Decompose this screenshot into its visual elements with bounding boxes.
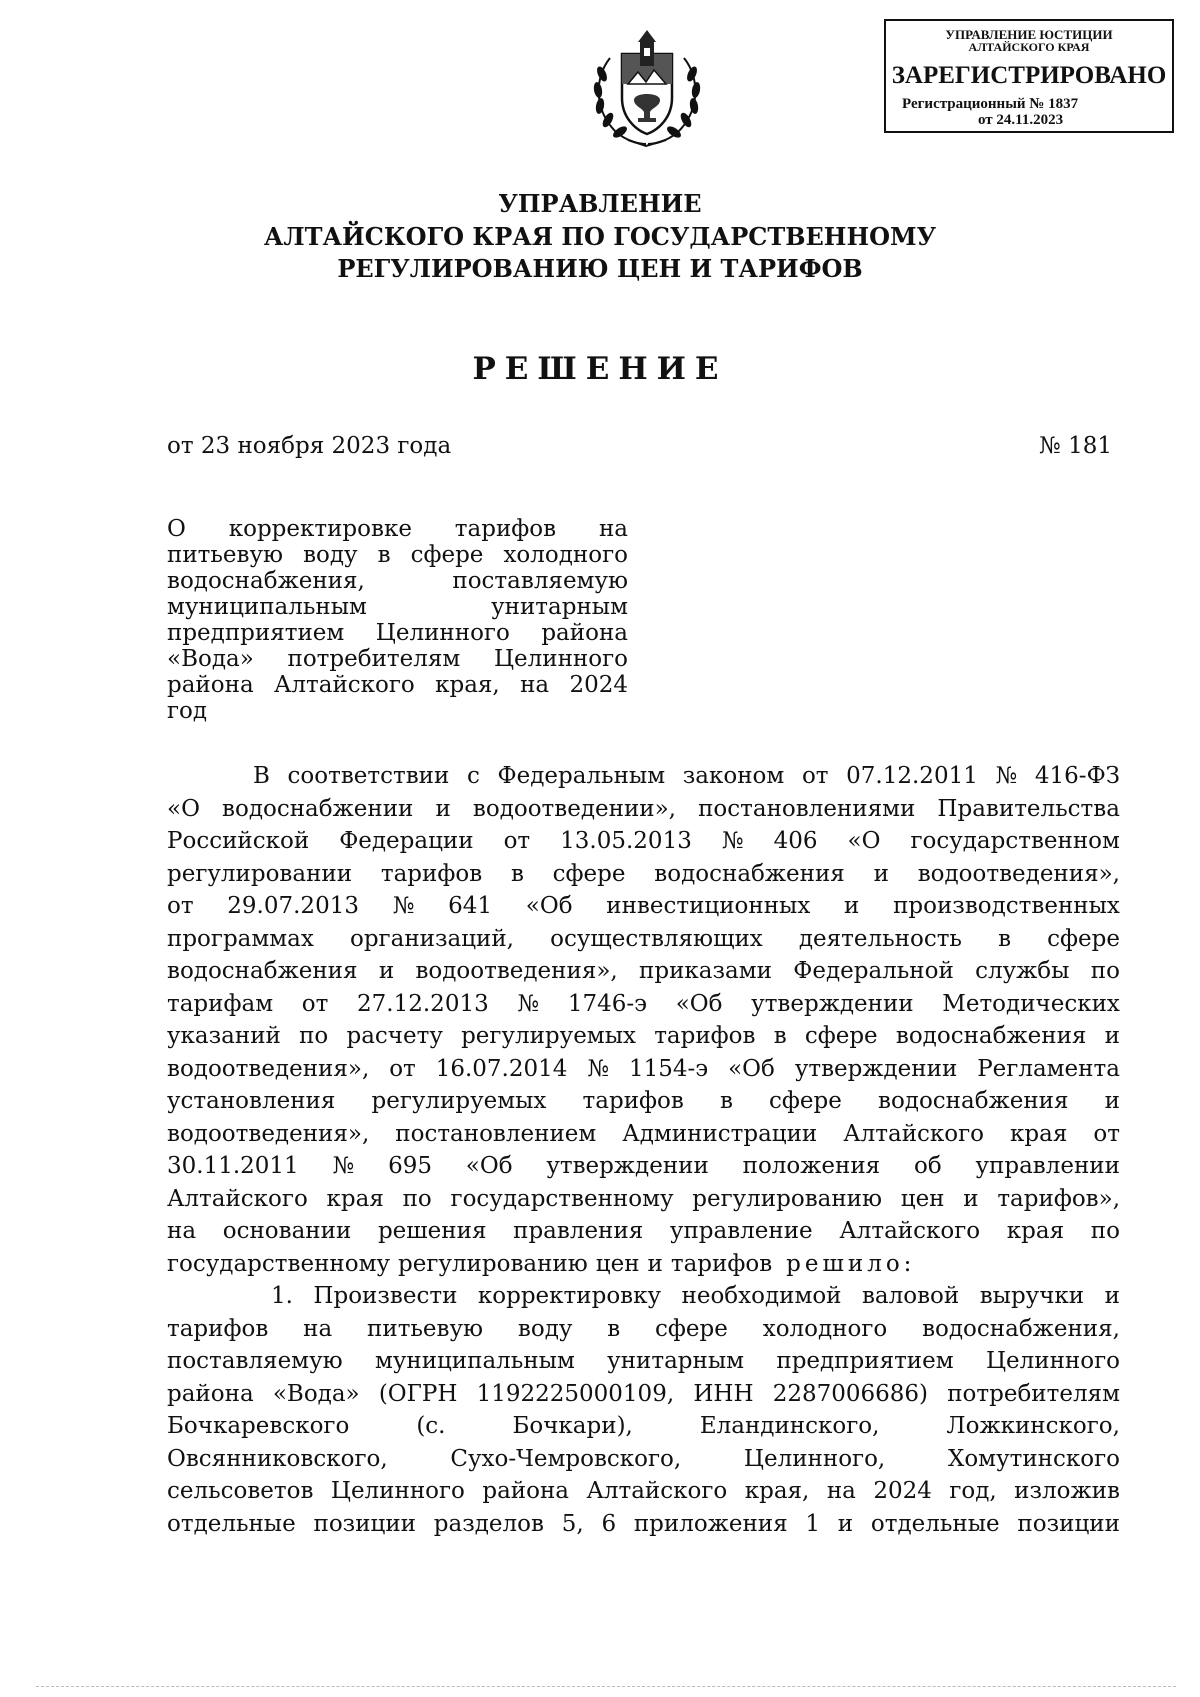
word: Ложкинского, — [946, 1413, 1120, 1439]
word: Регламента — [977, 1055, 1120, 1082]
word: организаций, — [349, 925, 514, 952]
body-line — [167, 1475, 1120, 1508]
body-line — [167, 923, 1120, 956]
word: питьевую — [367, 1315, 484, 1342]
word: решения — [377, 1218, 487, 1244]
body-line — [167, 1378, 1120, 1411]
word: 2287006686) — [772, 1380, 929, 1407]
word: от — [389, 1055, 416, 1082]
stamp-status: ЗАРЕГИСТРИРОВАНО — [891, 62, 1167, 89]
word: на — [826, 1478, 856, 1504]
word: Федеральной — [793, 958, 954, 984]
word: водоснабжения — [654, 860, 845, 887]
word: 406 — [773, 828, 818, 854]
body-line — [167, 955, 1120, 988]
document-subject — [167, 516, 628, 724]
word: и — [435, 795, 451, 822]
word: «Об — [465, 1153, 513, 1179]
word: Администрации — [622, 1120, 818, 1147]
word: «Вода» — [167, 646, 254, 672]
word: сфере — [552, 860, 626, 887]
word: цен — [595, 1250, 640, 1277]
word: и — [647, 1250, 663, 1277]
word: регулированию — [398, 1250, 588, 1277]
word: холодного — [503, 542, 628, 568]
organization-line-2: АЛТАЙСКОГО КРАЯ ПО ГОСУДАРСТВЕННОМУ — [263, 222, 937, 251]
body-line — [167, 1345, 1120, 1378]
word: 2024 — [873, 1478, 932, 1504]
word: «Об — [675, 990, 723, 1017]
word: № — [587, 1055, 610, 1082]
word: водоотведения», — [917, 860, 1120, 887]
subject-line — [167, 594, 628, 620]
word: Правительства — [937, 795, 1120, 822]
body-line — [167, 1443, 1120, 1476]
word: Еландинского, — [699, 1413, 880, 1439]
word: программах — [167, 925, 314, 952]
word: района — [541, 620, 628, 646]
word: Целинного — [493, 646, 628, 672]
body-line — [167, 793, 1120, 826]
word: Бочкаревского — [167, 1413, 350, 1439]
word: ИНН — [693, 1380, 754, 1407]
word: и — [837, 1510, 854, 1537]
word: холодного — [762, 1315, 888, 1342]
word: в — [773, 1023, 787, 1049]
document-number: № 181 — [1039, 433, 1112, 459]
word: Овсянниковского, — [167, 1445, 388, 1472]
word: необходимой — [681, 1283, 842, 1309]
word: Хомутинского — [947, 1445, 1120, 1472]
word: Бочкари), — [512, 1413, 633, 1439]
word: Сухо-Чемровского, — [450, 1445, 682, 1472]
document-title: РЕШЕНИЕ — [472, 351, 728, 387]
word: тарифов — [654, 1023, 756, 1049]
word: управлении — [975, 1153, 1120, 1179]
word: водоотведения», — [415, 958, 618, 984]
word: установления — [167, 1088, 336, 1114]
word: Федерации — [339, 828, 474, 854]
word: службы — [975, 958, 1070, 984]
word: унитарным — [607, 1348, 745, 1374]
word: тарифов», — [997, 1185, 1120, 1212]
word: инвестиционных — [606, 893, 811, 919]
word: год — [167, 698, 208, 724]
word: сфере — [410, 542, 484, 568]
word: 1192225000109, — [476, 1380, 675, 1407]
word: Целинного — [375, 620, 510, 646]
subject-line — [167, 672, 628, 698]
word: поставляемую — [452, 568, 628, 594]
word: в — [510, 860, 524, 887]
stamp-reg-number: Регистрационный № 1837 — [902, 96, 1079, 112]
word: соответствии — [287, 763, 450, 789]
word: 27.12.2013 — [357, 990, 489, 1017]
word: Целинного — [330, 1478, 465, 1504]
word: с — [467, 763, 480, 789]
word: Алтайского — [586, 1478, 728, 1504]
body-line — [167, 1085, 1120, 1118]
word: 07.12.2011 — [846, 763, 978, 789]
word: постановлением — [395, 1120, 597, 1147]
word: год, — [949, 1478, 997, 1504]
word: тарифов — [380, 860, 483, 887]
word: регулированию — [692, 1185, 883, 1212]
word: регулируемых — [371, 1088, 547, 1114]
word: отдельные — [870, 1510, 1000, 1537]
word: Методических — [942, 990, 1120, 1017]
subject-line — [167, 568, 628, 594]
word: от — [1093, 1120, 1120, 1147]
word: предприятием — [167, 620, 345, 646]
word: района — [167, 672, 254, 698]
word: расчету — [346, 1023, 443, 1049]
organization-line-3: РЕГУЛИРОВАНИЮ ЦЕН И ТАРИФОВ — [337, 254, 863, 283]
word: осуществляющих — [550, 925, 763, 952]
word: предприятием — [776, 1348, 954, 1374]
word: «О — [847, 828, 881, 854]
word: валовой — [861, 1283, 960, 1309]
document-body — [167, 760, 1120, 1540]
word: по — [299, 1023, 329, 1049]
word: регулируемых — [461, 1023, 636, 1049]
word: сфере — [655, 1315, 728, 1342]
body-line — [167, 1280, 1120, 1313]
word: края, — [744, 1478, 810, 1504]
word: 695 — [388, 1153, 432, 1179]
body-line — [167, 1248, 1120, 1281]
body-line — [167, 988, 1120, 1021]
word: основании — [222, 1218, 352, 1244]
word: водоотведения», — [167, 1120, 370, 1147]
word: постановлениями — [698, 795, 916, 822]
word: позиции — [1017, 1510, 1120, 1537]
word: края, — [435, 672, 500, 698]
word: края — [1010, 1120, 1068, 1147]
stamp-line-1: УПРАВЛЕНИЕ ЮСТИЦИИ — [945, 27, 1113, 42]
word: района — [167, 1380, 254, 1407]
word: Алтайского — [843, 1120, 985, 1147]
word: Алтайского — [273, 672, 415, 698]
word: государственному — [450, 1185, 674, 1212]
word: № — [721, 828, 744, 854]
word: об — [913, 1153, 942, 1179]
word: унитарным — [491, 594, 628, 620]
word: Целинного, — [743, 1445, 886, 1472]
word: по — [1090, 958, 1120, 984]
coat-of-arms-icon — [588, 28, 706, 150]
body-line — [167, 1215, 1120, 1248]
word: 1746-э — [567, 990, 648, 1017]
word: 1 — [805, 1510, 821, 1537]
word: регулировании — [167, 860, 353, 887]
word: О — [167, 516, 186, 542]
word: утверждении — [751, 990, 914, 1017]
word: № — [392, 893, 415, 919]
word: приложения — [633, 1510, 788, 1537]
word: Целинного — [985, 1348, 1120, 1374]
word: водоснабжения — [167, 958, 358, 984]
body-line — [167, 1313, 1120, 1346]
body-line — [167, 1183, 1120, 1216]
word: «Вода» — [272, 1380, 360, 1407]
word: от — [167, 893, 194, 919]
word: на — [167, 1218, 197, 1244]
word: и — [844, 893, 860, 919]
word: корректировку — [477, 1283, 662, 1309]
word: водоснабжения, — [922, 1315, 1120, 1342]
decision-word: решило: — [786, 1250, 916, 1277]
word: на — [303, 1315, 333, 1342]
word: Алтайского — [167, 1185, 308, 1212]
subject-line — [167, 516, 628, 542]
word: Произвести — [313, 1283, 458, 1309]
word: отдельные — [167, 1510, 296, 1537]
word: корректировке — [228, 516, 412, 542]
word: потребителям — [947, 1380, 1120, 1407]
organization-line-1: УПРАВЛЕНИЕ — [498, 189, 702, 218]
word: края — [326, 1185, 384, 1212]
word: сфере — [1047, 925, 1120, 952]
word: утверждении — [546, 1153, 709, 1179]
body-line — [167, 1118, 1120, 1151]
word: тарифов — [670, 1250, 773, 1277]
word: потребителям — [287, 646, 461, 672]
body-line — [167, 760, 1120, 793]
word: и — [378, 958, 395, 984]
word: на — [598, 516, 628, 542]
word: в — [607, 1315, 621, 1342]
word: выручки — [979, 1283, 1085, 1309]
word: сфере — [804, 1023, 878, 1049]
word: 641 — [448, 893, 493, 919]
word: 30.11.2011 — [167, 1153, 299, 1179]
word: Алтайского — [839, 1218, 981, 1244]
word: сельсоветов — [167, 1478, 314, 1504]
word: тарифов — [582, 1088, 684, 1114]
stamp-line-2: АЛТАЙСКОГО КРАЯ — [968, 40, 1090, 54]
word: поставляемую — [167, 1348, 343, 1374]
word: «Об — [728, 1055, 775, 1082]
word: (ОГРН — [378, 1380, 458, 1407]
word: 1154-э — [629, 1055, 709, 1082]
word: указаний — [167, 1023, 281, 1049]
word: утверждении — [794, 1055, 958, 1082]
word: 29.07.2013 — [227, 893, 359, 919]
word: изложив — [1014, 1478, 1120, 1504]
word: 16.07.2014 — [435, 1055, 568, 1082]
word: и — [1104, 1088, 1120, 1114]
word: и — [1104, 1023, 1120, 1049]
word: и — [873, 860, 889, 887]
body-line — [167, 1150, 1120, 1183]
word: водоснабжении — [222, 795, 414, 822]
word: управление — [669, 1218, 813, 1244]
stamp-reg-date: от 24.11.2023 — [978, 112, 1064, 128]
word: в — [377, 542, 391, 568]
body-line — [167, 890, 1120, 923]
word: сфере — [769, 1088, 842, 1114]
word: 1. — [271, 1283, 293, 1309]
word: водоотведения», — [167, 1055, 370, 1082]
word: цен — [900, 1185, 945, 1212]
subject-line — [167, 698, 628, 724]
body-line — [167, 1508, 1120, 1541]
body-line — [167, 825, 1120, 858]
word: и — [963, 1185, 979, 1212]
body-line — [167, 1020, 1120, 1053]
body-line — [167, 1053, 1120, 1086]
word: от — [503, 828, 531, 854]
word: по — [402, 1185, 432, 1212]
word: «О — [167, 795, 200, 822]
word: (с. — [416, 1413, 446, 1439]
word: по — [1090, 1218, 1120, 1244]
word: на — [520, 672, 550, 698]
word: 6 — [601, 1510, 617, 1537]
registration-stamp — [884, 19, 1174, 133]
word: № — [517, 990, 540, 1017]
word: «Об — [525, 893, 573, 919]
word: 2024 — [569, 672, 628, 698]
subject-line — [167, 620, 628, 646]
word: государственном — [910, 828, 1120, 854]
word: района — [482, 1478, 570, 1504]
word: законом — [682, 763, 785, 789]
word: тарифам — [167, 990, 274, 1017]
word: Российской — [167, 828, 310, 854]
word: воду — [303, 542, 358, 568]
word: государственному — [167, 1250, 391, 1277]
document-date: от 23 ноября 2023 года — [167, 433, 452, 459]
word: позиции — [313, 1510, 417, 1537]
word: водоснабжения — [878, 1088, 1069, 1114]
body-line — [167, 1410, 1120, 1443]
word: № — [995, 763, 1018, 789]
word: 13.05.2013 — [560, 828, 692, 854]
subject-line — [167, 542, 628, 568]
word: деятельность — [798, 925, 962, 952]
word: приказами — [639, 958, 772, 984]
word: воду — [517, 1315, 573, 1342]
word: Федеральным — [497, 763, 666, 789]
subject-line — [167, 646, 628, 672]
word: тарифов — [454, 516, 557, 542]
word: в — [719, 1088, 733, 1114]
word: В — [253, 763, 270, 789]
word: положения — [742, 1153, 881, 1179]
word: в — [998, 925, 1012, 952]
word: разделов — [433, 1510, 544, 1537]
page-bottom-edge — [36, 1686, 1176, 1687]
word: от — [301, 990, 329, 1017]
word: водоотведении», — [472, 795, 676, 822]
word: правления — [513, 1218, 644, 1244]
word: водоснабжения — [895, 1023, 1087, 1049]
word: от — [801, 763, 829, 789]
word: водоснабжения, — [167, 568, 365, 594]
body-line — [167, 858, 1120, 891]
word: производственных — [893, 893, 1120, 919]
word: тарифов — [167, 1315, 269, 1342]
word: 5, — [561, 1510, 584, 1537]
word: муниципальным — [374, 1348, 575, 1374]
word: № — [332, 1153, 355, 1179]
word: муниципальным — [167, 594, 367, 620]
word: края — [1006, 1218, 1065, 1244]
word: 416-ФЗ — [1034, 763, 1120, 789]
word: питьевую — [167, 542, 284, 568]
word: и — [1104, 1283, 1120, 1309]
